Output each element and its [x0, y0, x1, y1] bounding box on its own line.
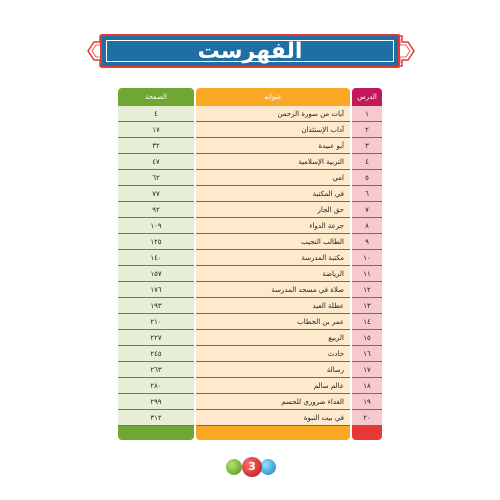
lesson-title: عطلة العيد [196, 298, 350, 314]
header-topic: عنوانه [196, 88, 350, 106]
lesson-title: التربية الإسلامية [196, 154, 350, 170]
page-number-cell: ٣١٢ [118, 410, 194, 426]
table-row [118, 218, 382, 234]
lesson-number: ٢ [352, 122, 382, 138]
lesson-title: عمر بن الخطاب [196, 314, 350, 330]
table-row [118, 330, 382, 346]
lesson-number: ١٣ [352, 298, 382, 314]
lesson-number: ٥ [352, 170, 382, 186]
lesson-number: ٧ [352, 202, 382, 218]
lesson-number: ١٢ [352, 282, 382, 298]
lesson-number: ١٤ [352, 314, 382, 330]
lesson-number: ١١ [352, 266, 382, 282]
table-row [118, 154, 382, 170]
lesson-number: ٦ [352, 186, 382, 202]
lesson-number: ١٧ [352, 362, 382, 378]
page-number-cell: ٢٢٧ [118, 330, 194, 346]
lesson-title: الرياضة [196, 266, 350, 282]
table-row [118, 250, 382, 266]
table-row [118, 346, 382, 362]
page-number-cell: ١٩٣ [118, 298, 194, 314]
lesson-number: ١ [352, 106, 382, 122]
lesson-title: آداب الإستئذان [196, 122, 350, 138]
page-number-cell: ١٧ [118, 122, 194, 138]
page-number-cell: ٧٧ [118, 186, 194, 202]
table-row [118, 394, 382, 410]
table-row [118, 122, 382, 138]
page-number-cell: ٢٤٥ [118, 346, 194, 362]
table-row [118, 410, 382, 426]
lesson-title: آيات من سورة الرحمن [196, 106, 350, 122]
lesson-title: أبو عبيدة [196, 138, 350, 154]
table-row [118, 138, 382, 154]
table-row [118, 106, 382, 122]
lesson-title: حق الجار [196, 202, 350, 218]
header-lesson: الدرس [352, 88, 382, 106]
table-footer [118, 426, 382, 440]
lesson-number: ٤ [352, 154, 382, 170]
lesson-number: ١٨ [352, 378, 382, 394]
page-number-cell: ٣٢ [118, 138, 194, 154]
table-row [118, 314, 382, 330]
lesson-number: ٨ [352, 218, 382, 234]
page-number-cell: ٦٢ [118, 170, 194, 186]
lesson-title: رسالة [196, 362, 350, 378]
banner-panel [100, 34, 400, 68]
footer-page-cap [118, 426, 194, 440]
footer-topic-cap [196, 426, 350, 440]
lesson-number: ٩ [352, 234, 382, 250]
header-page: الصفحة [118, 88, 194, 106]
lesson-title: في بيت النبوة [196, 410, 350, 426]
page-title: الفهرست [197, 38, 303, 64]
table-row [118, 186, 382, 202]
lesson-number: ١٩ [352, 394, 382, 410]
index-table [118, 88, 382, 440]
lesson-number: ٣ [352, 138, 382, 154]
table-row [118, 234, 382, 250]
page-number-cell: ١٧٦ [118, 282, 194, 298]
lesson-number: ١٥ [352, 330, 382, 346]
table-row [118, 378, 382, 394]
table-row [118, 170, 382, 186]
page-number-cell: ٩٢ [118, 202, 194, 218]
lesson-title: صلاة في مسجد المدرسة [196, 282, 350, 298]
page-number-cell: ٤٧ [118, 154, 194, 170]
page-number-cell: ٢٨٠ [118, 378, 194, 394]
page-number-cell: ٢٦٣ [118, 362, 194, 378]
table-row [118, 282, 382, 298]
table-header [118, 88, 382, 106]
page-number-cell: ٢٩٩ [118, 394, 194, 410]
lesson-title: مكتبة المدرسة [196, 250, 350, 266]
table-row [118, 298, 382, 314]
lesson-title: عالم سالم [196, 378, 350, 394]
lesson-number: ١٠ [352, 250, 382, 266]
lesson-title: حادث [196, 346, 350, 362]
page-number-cell: ١٥٧ [118, 266, 194, 282]
page-number-badge [222, 455, 282, 479]
lesson-title: الربيع [196, 330, 350, 346]
table-row [118, 202, 382, 218]
table-row [118, 266, 382, 282]
page-number-cell: ١٠٩ [118, 218, 194, 234]
lesson-title: الطالب النجيب [196, 234, 350, 250]
lesson-title: جرعة الدواء [196, 218, 350, 234]
lesson-number: ١٦ [352, 346, 382, 362]
footer-lesson-cap [352, 426, 382, 440]
table-body [118, 106, 382, 426]
blue-ball-icon [260, 459, 276, 475]
lesson-title: الغذاء ضروري للجسم [196, 394, 350, 410]
page-number-cell: ٢١٠ [118, 314, 194, 330]
page-number-cell: ١٤٠ [118, 250, 194, 266]
lesson-title: في المكتبة [196, 186, 350, 202]
page-number: 3 [248, 460, 256, 473]
lesson-number: ٢٠ [352, 410, 382, 426]
page-number-cell: ١٢٥ [118, 234, 194, 250]
green-ball-icon [226, 459, 242, 475]
page-number-cell: ٤ [118, 106, 194, 122]
table-row [118, 362, 382, 378]
lesson-title: امي [196, 170, 350, 186]
title-banner [86, 30, 416, 72]
